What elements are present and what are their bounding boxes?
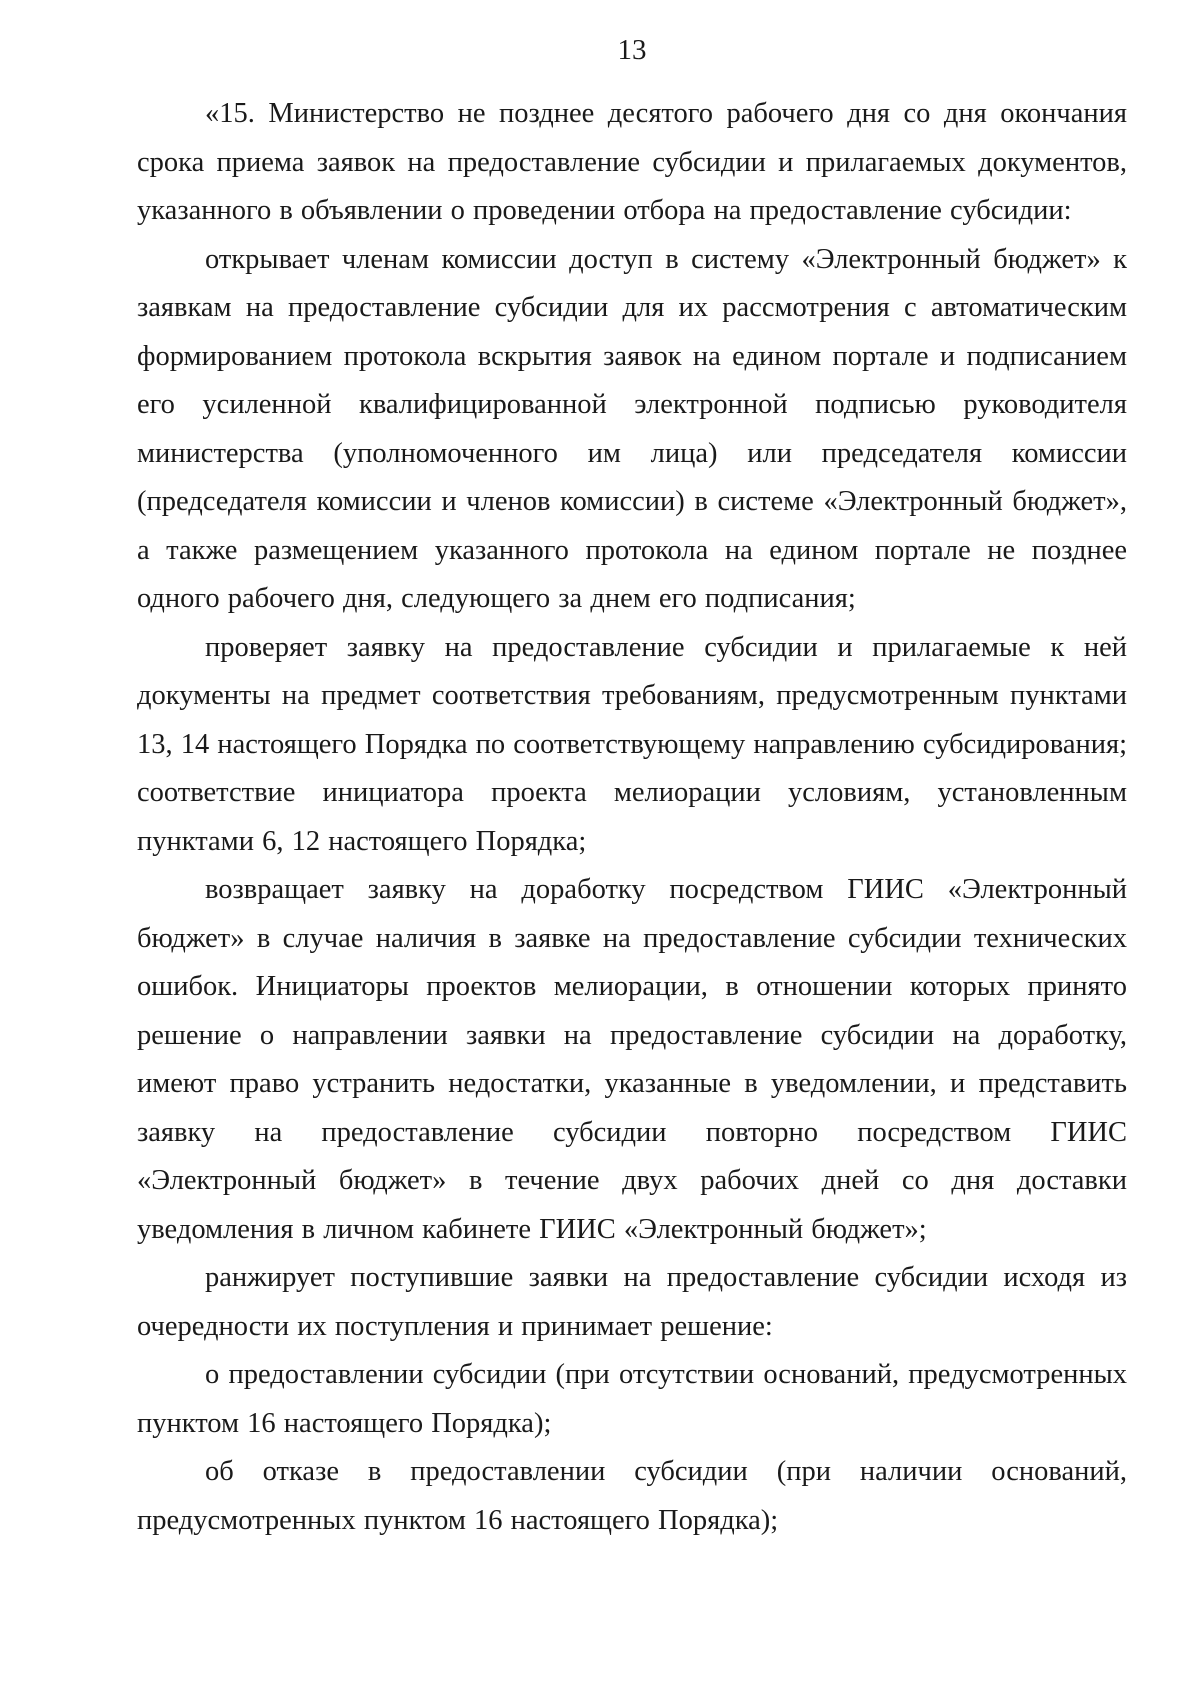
paragraph-opens-access: открывает членам комиссии доступ в систему «Электронный бюджет» к заявкам на предоставление субсидии для их рассмотрения с автоматическим формированием протокола вскрытия заявок на едином портале и подписанием его усиленной квалифицированной электронной подписью руководителя министерства (уполномоченного им лица) или председателя комиссии (председателя комиссии и членов комиссии) в системе «Электронный бюджет», а также размещением указанного протокола на едином портале не позднее одного рабочего дня, следующего за днем его подписания; xyxy=(137,243,1127,614)
paragraph-item-15-intro: «15. Министерство не позднее десятого рабочего дня со дня окончания срока приема заявок на предоставление субсидии и прилагаемых документов, указанного в объявлении о проведении отбора на предоставление субсидии: xyxy=(137,98,1127,226)
paragraph-grant-decision: о предоставлении субсидии (при отсутствии оснований, предусмотренных пунктом 16 настоящего Порядка); xyxy=(137,1359,1127,1439)
paragraph-returns-application: возвращает заявку на доработку посредством ГИИС «Электронный бюджет» в случае наличия в заявке на предоставление субсидии технических ошибок. Инициаторы проектов мелиорации, в отношении которых принято решение о направлении заявки на предоставление субсидии на доработку, имеют право устранить недостатки, указанные в уведомлении, и представить заявку на предоставление субсидии повторно посредством ГИИС «Электронный бюджет» в течение двух рабочих дней со дня доставки уведомления в личном кабинете ГИИС «Электронный бюджет»; xyxy=(137,874,1127,1245)
paragraph-ranks-applications: ранжирует поступившие заявки на предоставление субсидии исходя из очередности их поступления и принимает решение: xyxy=(137,1262,1127,1342)
page-number: 13 xyxy=(617,34,647,66)
paragraph-refusal-decision: об отказе в предоставлении субсидии (при наличии оснований, предусмотренных пунктом 16 настоящего Порядка); xyxy=(137,1456,1127,1536)
document-body xyxy=(137,90,1127,1545)
paragraph-checks-application: проверяет заявку на предоставление субсидии и прилагаемые к ней документы на предмет соответствия требованиям, предусмотренным пунктами 13, 14 настоящего Порядка по соответствующему направлению субсидирования; соответствие инициатора проекта мелиорации условиям, установленным пунктами 6, 12 настоящего Порядка; xyxy=(137,631,1127,857)
